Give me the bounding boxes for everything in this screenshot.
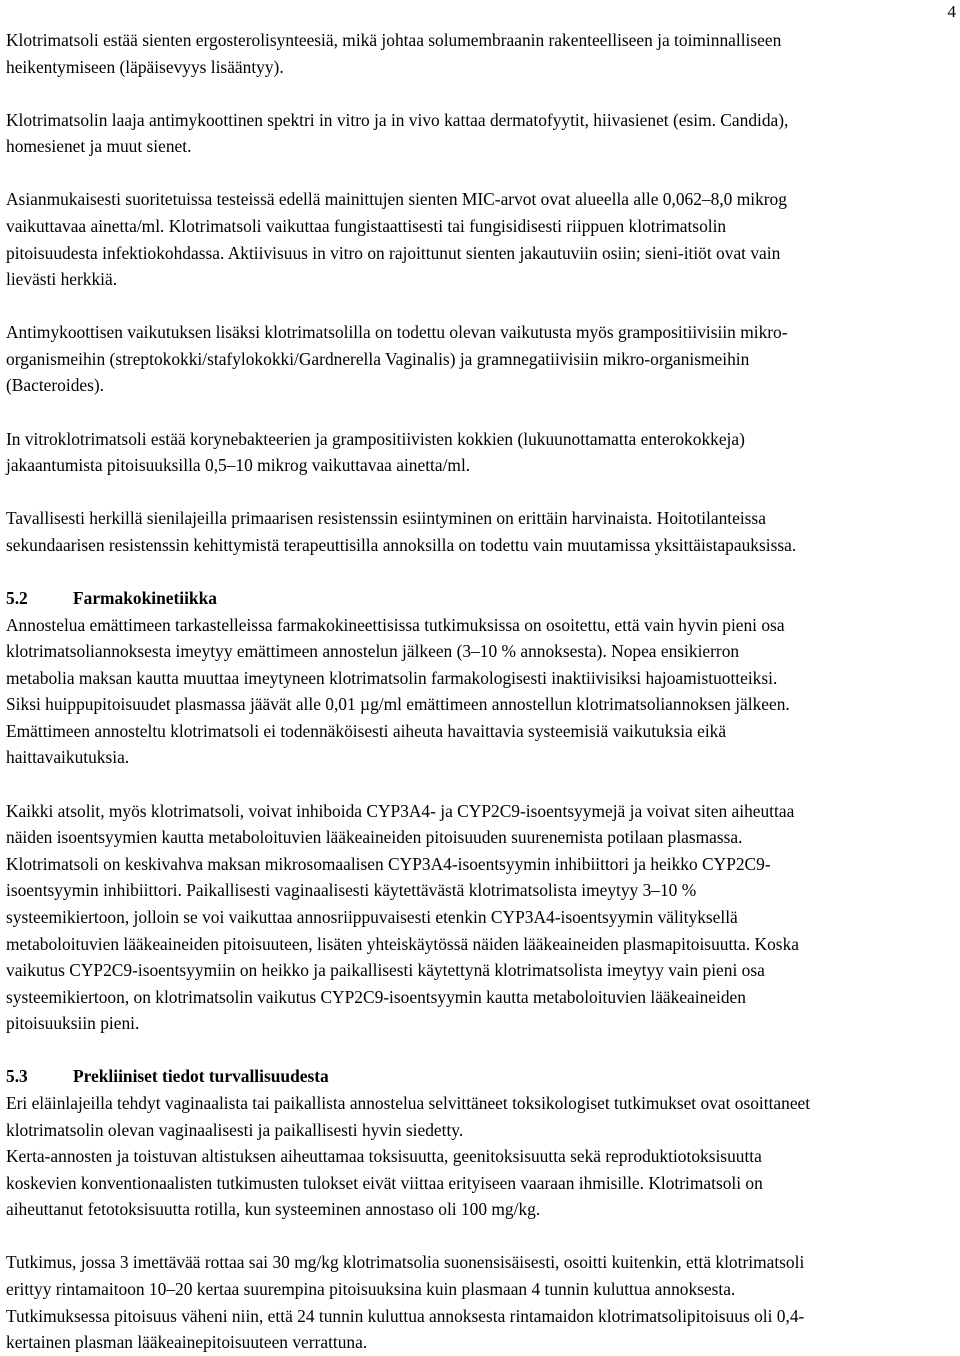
section-heading-5-2 [6,585,951,612]
paragraph-in-vitro: In vitroklotrimatsoli estää korynebakteerien ja grampositiivisten kokkien (lukuunottamatta enterokokkeja) jakaantumista pitoisuuksilla 0,5–10 mikrog vaikuttavaa ainetta/ml. [6,428,745,476]
paragraph-mechanism: Klotrimatsoli estää sienten ergosterolisynteesiä, mikä johtaa solumembraanin rakenteelliseen ja toiminnalliseen heikentymiseen (läpäisevyys lisääntyy). [6,30,782,77]
paragraph-antibacterial: Antimykoottisen vaikutuksen lisäksi klotrimatsolilla on todettu olevan vaikutusta myös grampositiivisiin mikro- organismeihin (streptokokki/stafylokokki/Gardnerella Vaginalis) ja gramnegatiivisiin mikro-organismeihin (Bacteroides). [6,322,788,396]
section-title: Farmakokinetiikka [73,587,217,608]
paragraph-cyp-interactions: Kaikki atsolit, myös klotrimatsoli, voivat inhiboida CYP3A4- ja CYP2C9-isoentsyymejä ja voivat siten aiheuttaa näiden isoentsyymien kautta metaboloituvien lääkeaineiden pitoisuuden suurenemista potilaan plasmassa. Klotrimatsoli on keskivahva maksan mikrosomaalisen CYP3A4-isoentsyymin inhibiittori ja heikko CYP2C9- isoentsyymin inhibiittori. Paikallisesti vaginaalisesti käytettävästä klotrimatsolista imeytyy 3–10 % systeemikiertoon, jolloin se voi vaikuttaa annosriippuvaisesti etenkin CYP3A4-isoentsyymin välityksellä metaboloituvien lääkeaineiden pitoisuuteen, lisäten yhteiskäytössä näiden lääkeaineiden plasmapitoisuutta. Koska vaikutus CYP2C9-isoentsyymiin on heikko ja paikallisesti käytettynä klotrimatsolista imeytyy vain pieni osa systeemikiertoon, on klotrimatsolin vaikutus CYP2C9-isoentsyymin kautta metaboloituvien lääkeaineiden pitoisuuksiin pieni. [6,800,799,1034]
section-heading-5-3 [6,1063,951,1090]
paragraph-milk-concentration: Tutkimuksessa pitoisuus väheni niin, että 24 tunnin kuluttua annoksesta rintamaidon klotrimatsolipitoisuus oli 0,4- kertainen plasman lääkeainepitoisuuteen verrattuna. [6,1305,805,1353]
page-number: 4 [947,2,956,21]
document-body [6,27,951,1356]
section-number: 5.3 [6,1066,28,1087]
section-number: 5.2 [6,587,28,608]
paragraph-mic-values: Asianmukaisesti suoritetuissa testeissä edellä mainittujen sienten MIC-arvot ovat alueella alle 0,062–8,0 mikrog vaikuttavaa ainetta/ml. Klotrimatsoli vaikuttaa fungistaattisesti tai fungisidisesti riippuen klotrimatsolin pitoisuudesta infektiokohdassa. Aktiivisuus in vitro on rajoittunut sienten jakautuviin osiin; sieni-itiöt ovat vain lievästi herkkiä. [6,189,787,290]
paragraph-lactation-study: Tutkimus, jossa 3 imettävää rottaa sai 30 mg/kg klotrimatsolia suonensisäisesti, osoitti kuitenkin, että klotrimatsoli erittyy rintamaitoon 10–20 kertaa suurempina pitoisuuksina kuin plasmaan 4 tunnin kuluttua annoksesta. [6,1252,805,1300]
paragraph-toxicology: Eri eläinlajeilla tehdyt vaginaalista tai paikallista annostelua selvittäneet toksikologiset tutkimukset ovat osoittaneet klotrimatsolin olevan vaginaalisesti ja paikallisesti hyvin siedetty. [6,1093,811,1140]
paragraph-toxicity-studies: Kerta-annosten ja toistuvan altistuksen aiheuttamaa toksisuutta, geenitoksisuutta sekä reproduktiotoksisuutta koskevien konventionaalisten tutkimusten tulokset eivät viittaa erityiseen vaaraan ihmisille. Klotrimatsoli on aiheuttanut fetotoksisuutta rotilla, kun systeeminen annostaso oli 100 mg/kg. [6,1146,763,1220]
paragraph-pharmacokinetics: Annostelua emättimeen tarkastelleissa farmakokineettisissa tutkimuksissa on osoitettu, että vain hyvin pieni osa klotrimatsoliannoksesta imeytyy emättimeen annostelun jälkeen (3–10 % annoksesta). Nopea ensikierron metabolia maksan kautta muuttaa imeytyneen klotrimatsolin farmakologisesti inaktiivisiksi hajoamistuotteiksi. Siksi huippupitoisuudet plasmassa jäävät alle 0,01 µg/ml emättimeen annostellun klotrimatsoliannoksen jälkeen. Emättimeen annosteltu klotrimatsoli ei todennäköisesti aiheuta havaittavia systeemisiä vaikutuksia eikä haittavaikutuksia. [6,614,790,768]
paragraph-resistance: Tavallisesti herkillä sienilajeilla primaarisen resistenssin esiintyminen on erittäin harvinaista. Hoitotilanteissa sekundaarisen resistenssin kehittymistä terapeuttisilla annoksilla on todettu vain muutamissa yksittäistapauksissa. [6,508,797,555]
section-title: Prekliiniset tiedot turvallisuudesta [73,1066,329,1087]
paragraph-spectrum: Klotrimatsolin laaja antimykoottinen spektri in vitro ja in vivo kattaa dermatofyytit, hiivasienet (esim. Candida), homesienet ja muut sienet. [6,109,789,157]
